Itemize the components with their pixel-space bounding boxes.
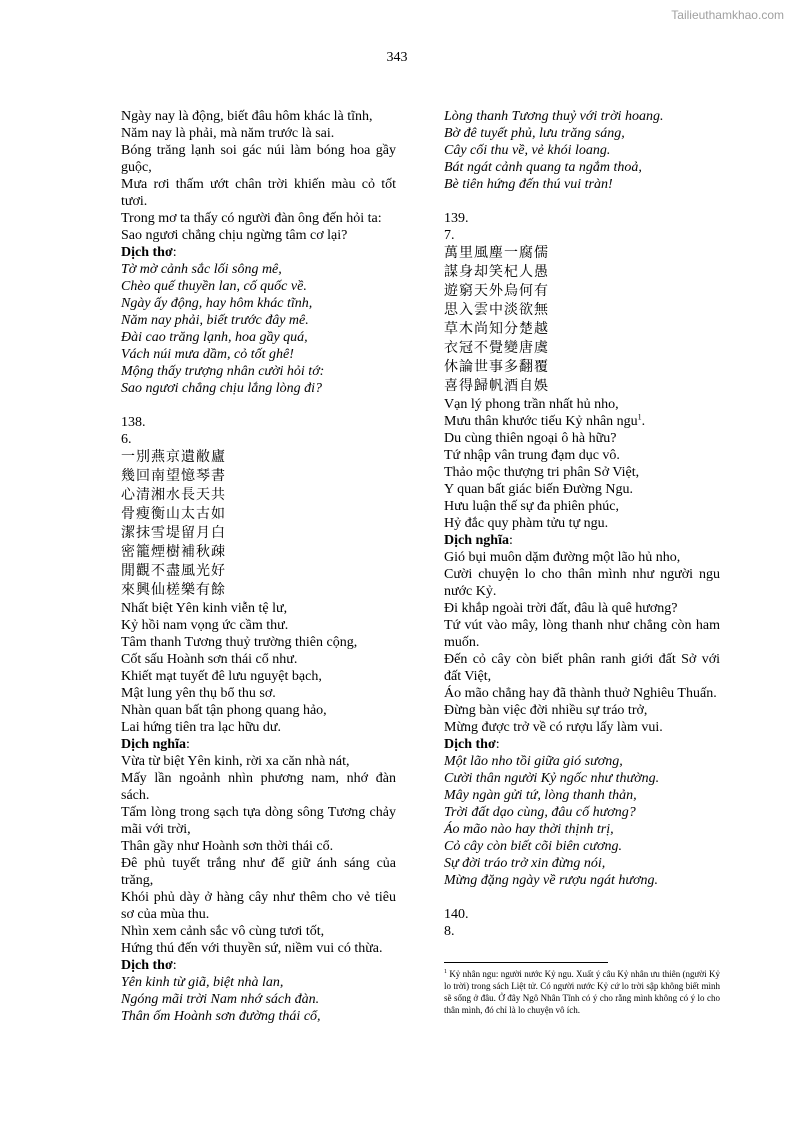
line-text: Đê phủ tuyết trắng như để giữ ánh sáng của trăng, [121, 856, 396, 888]
text-line [121, 855, 396, 889]
verse-line [444, 753, 720, 770]
left-column [121, 108, 396, 1025]
line-text: Tứ nhập vân trung đạm dục vô. [444, 448, 620, 463]
han-character-line [121, 486, 396, 505]
line-text: Bát ngát cảnh quang ta ngắm thoả, [444, 160, 642, 175]
han-character-line [121, 562, 396, 581]
verse-line [444, 855, 720, 872]
paragraph-gap [444, 193, 720, 210]
verse-line [121, 295, 396, 312]
line-text: Tờ mờ cảnh sắc lối sông mê, [121, 262, 282, 277]
verse-line [444, 787, 720, 804]
text-line [121, 770, 396, 804]
line-text: 密籠煙樹補秋疎 [121, 544, 226, 560]
verse-line [121, 312, 396, 329]
line-text: Lai hứng tiên tra lạc hữu dư. [121, 720, 281, 735]
han-character-line [444, 263, 720, 282]
text-line [444, 600, 720, 617]
text-line [444, 227, 720, 244]
line-text: 7. [444, 228, 455, 243]
line-text: Dịch thơ [444, 737, 496, 752]
verse-line [444, 176, 720, 193]
line-text: Lòng thanh Tương thuỷ với trời hoang. [444, 109, 664, 124]
text-line [121, 804, 396, 838]
line-text: Mật lung yên thụ bổ thu sơ. [121, 686, 276, 701]
han-character-line [444, 358, 720, 377]
line-text: Trời đất dạo cùng, đâu cố hương? [444, 805, 636, 820]
line-text: 一別燕京遺敝廬 [121, 449, 226, 465]
line-text: Vách núi mưa dầm, cỏ tốt ghê! [121, 347, 294, 362]
line-text: 幾回南望憶琴書 [121, 468, 226, 484]
line-text: Một lão nho tồi giữa gió sương, [444, 754, 623, 769]
line-text: Bờ đê tuyết phủ, lưu trăng sáng, [444, 126, 625, 141]
verse-line [444, 142, 720, 159]
line-text: Mừng được trở về có rượu lấy làm vui. [444, 720, 663, 735]
line-text: Mưu thân khước tiếu Kỷ nhân ngu [444, 414, 638, 429]
line-text: 休論世事多翻覆 [444, 359, 549, 375]
heading-colon: : [172, 245, 177, 260]
footnote-reference: 1 [637, 412, 642, 422]
text-line [444, 481, 720, 498]
text-line [444, 923, 720, 940]
line-text: Bóng trăng lạnh soi gác núi làm bóng hoa gầy guộc, [121, 143, 396, 175]
line-text: Khói phủ dày ở hàng cây như thêm cho vẻ tiêu sơ của mùa thu. [121, 890, 396, 922]
text-line [121, 108, 396, 125]
han-character-line [121, 467, 396, 486]
verse-line [444, 770, 720, 787]
han-character-line [444, 320, 720, 339]
text-line [444, 566, 720, 600]
text-line [444, 906, 720, 923]
text-line [121, 617, 396, 634]
verse-line [444, 804, 720, 821]
line-text: Cốt sấu Hoành sơn thái cổ như. [121, 652, 298, 667]
line-text: Sao ngươi chẳng chịu ngừng tâm cơ lại? [121, 228, 348, 243]
line-text: 草木尚知分楚越 [444, 321, 549, 337]
watermark: Tailieuthamkhao.com [671, 8, 784, 22]
footnote-marker: 1 [444, 969, 447, 975]
line-text: Yên kinh từ giã, biệt nhà lan, [121, 975, 284, 990]
line-text: Nhàn quan bất tận phong quang hảo, [121, 703, 327, 718]
line-text: Hỷ đắc quy phàm tửu tự ngu. [444, 516, 609, 531]
line-text: Vừa từ biệt Yên kinh, rời xa căn nhà nát, [121, 754, 350, 769]
line-text: 謀身却笑杞人愚 [444, 264, 549, 280]
verse-line [444, 838, 720, 855]
verse-line [444, 125, 720, 142]
line-text: 遊窮天外烏何有 [444, 283, 549, 299]
text-line [121, 634, 396, 651]
han-character-line [444, 282, 720, 301]
han-character-line [121, 524, 396, 543]
section-heading [121, 244, 396, 261]
footnote-text: Kỷ nhân ngu: người nước Kỷ ngu. Xuất ý câu Kỷ nhân ưu thiên (người Kỷ lo trời) trong sách Liệt tử. Có người nước Kỷ cứ lo trời sập không biết mình sẽ sống ở đâu. Ở đây Ngô Nhân Tĩnh có ý cho rằng mình không có ý lo cho thân mình, đó chỉ là lo chuyện vô ích. [444, 969, 720, 1015]
line-text: Đi khắp ngoài trời đất, đâu là quê hương? [444, 601, 678, 616]
text-line [444, 210, 720, 227]
line-text: Chèo quế thuyền lan, cố quốc về. [121, 279, 307, 294]
verse-line [121, 261, 396, 278]
han-character-line [121, 505, 396, 524]
text-line [121, 940, 396, 957]
heading-colon: : [185, 737, 190, 752]
line-text: Áo mão chẳng hay đã thành thuở Nghiêu Thuấn. [444, 686, 717, 701]
heading-colon: : [172, 958, 177, 973]
line-text: Cây cối thu về, vẻ khói loang. [444, 143, 611, 158]
text-line [121, 431, 396, 448]
line-text: Năm nay phải, biết trước đây mê. [121, 313, 309, 328]
line-text: 139. [444, 211, 469, 226]
verse-line [444, 108, 720, 125]
text-line [121, 668, 396, 685]
text-line [444, 702, 720, 719]
verse-line [444, 159, 720, 176]
han-character-line [444, 377, 720, 396]
line-text: 138. [121, 415, 146, 430]
line-text: Trong mơ ta thấy có người đàn ông đến hỏi ta: [121, 211, 382, 226]
line-punctuation: . [641, 414, 646, 429]
text-line [444, 515, 720, 532]
verse-line [444, 872, 720, 889]
line-text: Sự đời tráo trở xin đừng nói, [444, 856, 606, 871]
line-text: Du cùng thiên ngoại ô hà hữu? [444, 431, 617, 446]
line-text: Khiết mạt tuyết đê lưu nguyệt bạch, [121, 669, 322, 684]
han-character-line [444, 301, 720, 320]
text-line [444, 430, 720, 447]
line-text: Mấy lần ngoảnh nhìn phương nam, nhớ đàn sách. [121, 771, 396, 803]
line-text: 8. [444, 924, 455, 939]
footnote [444, 968, 720, 1016]
text-line [121, 142, 396, 176]
line-text: 潔抹雪堤留月白 [121, 525, 226, 541]
heading-colon: : [508, 533, 513, 548]
line-text: 閒觀不盡風光好 [121, 563, 226, 579]
line-text: Tấm lòng trong sạch tựa dòng sông Tương chảy mãi với trời, [121, 805, 396, 837]
paragraph-gap [121, 397, 396, 414]
line-text: Cười thân người Kỷ ngốc như thường. [444, 771, 660, 786]
line-text: 心清湘水長天共 [121, 487, 226, 503]
line-text: Đài cao trăng lạnh, hoa gầy quá, [121, 330, 308, 345]
text-line [121, 685, 396, 702]
line-text: Hứng thú đến với thuyền sứ, niềm vui có thừa. [121, 941, 383, 956]
line-text: Đừng bàn việc đời nhiều sự tráo trở, [444, 703, 648, 718]
line-text: 喜得歸帆酒自娛 [444, 378, 549, 394]
line-text: Tâm thanh Tương thuỷ trường thiên cộng, [121, 635, 358, 650]
line-text: Dịch thơ [121, 958, 173, 973]
text-line [444, 413, 720, 430]
line-text: Dịch nghĩa [444, 533, 509, 548]
line-text: Nhất biệt Yên kinh viễn tệ lư, [121, 601, 288, 616]
text-line [121, 210, 396, 227]
line-text: Bè tiên hứng đến thú vui tràn! [444, 177, 613, 192]
verse-line [121, 991, 396, 1008]
paragraph-gap [444, 889, 720, 906]
text-line [121, 125, 396, 142]
text-line [444, 447, 720, 464]
verse-line [121, 363, 396, 380]
line-text: Mây ngàn gửi tứ, lòng thanh thản, [444, 788, 637, 803]
verse-line [121, 380, 396, 397]
line-text: 來興仙槎樂有餘 [121, 582, 226, 598]
line-text: Cười chuyện lo cho thân mình như người ngu nước Kỷ. [444, 567, 720, 599]
han-character-line [121, 581, 396, 600]
section-heading [121, 957, 396, 974]
verse-line [121, 329, 396, 346]
line-text: 衣冠不覺變唐虞 [444, 340, 549, 356]
text-line [121, 651, 396, 668]
text-line [121, 719, 396, 736]
verse-line [121, 974, 396, 991]
section-heading [121, 736, 396, 753]
verse-line [121, 1008, 396, 1025]
line-text: Dịch thơ [121, 245, 173, 260]
line-text: Tứ vút vào mây, lòng thanh như chẳng còn ham muốn. [444, 618, 720, 650]
text-line [444, 719, 720, 736]
han-character-line [121, 448, 396, 467]
text-line [444, 617, 720, 651]
line-text: 萬里風塵一腐儒 [444, 245, 549, 261]
verse-line [444, 821, 720, 838]
line-text: Mộng thấy trượng nhân cười hỏi tớ: [121, 364, 325, 379]
han-character-line [444, 244, 720, 263]
line-text: Mưa rơi thấm ướt chân trời khiến màu cỏ tốt tươi. [121, 177, 396, 209]
text-line [121, 838, 396, 855]
section-heading [444, 532, 720, 549]
text-line [121, 753, 396, 770]
verse-line [121, 278, 396, 295]
line-text: Thảo mộc thượng tri phân Sở Việt, [444, 465, 640, 480]
page-number: 343 [386, 50, 408, 65]
text-line [444, 651, 720, 685]
line-text: Cỏ cây còn biết cõi biên cương. [444, 839, 623, 854]
text-line [444, 464, 720, 481]
line-text: Vạn lý phong trần nhất hủ nho, [444, 397, 619, 412]
text-line [121, 923, 396, 940]
verse-line [121, 346, 396, 363]
text-line [121, 414, 396, 431]
line-text: Y quan bất giác biến Đường Ngu. [444, 482, 634, 497]
text-line [444, 498, 720, 515]
line-text: Ngày nay là động, biết đâu hôm khác là tĩnh, [121, 109, 373, 124]
han-character-line [444, 339, 720, 358]
line-text: 140. [444, 907, 469, 922]
line-text: Gió bụi muôn dặm đường một lão hủ nho, [444, 550, 681, 565]
text-line [121, 600, 396, 617]
line-text: Hưu luận thế sự đa phiên phúc, [444, 499, 619, 514]
line-text: Thân gầy như Hoành sơn thời thái cổ. [121, 839, 334, 854]
line-text: Ngóng mãi trời Nam nhớ sách đàn. [121, 992, 320, 1007]
text-line [121, 176, 396, 210]
line-text: Năm nay là phải, mà năm trước là sai. [121, 126, 335, 141]
text-line [121, 702, 396, 719]
han-character-line [121, 543, 396, 562]
line-text: Thân ốm Hoành sơn đường thái cổ, [121, 1009, 321, 1024]
text-line [121, 227, 396, 244]
text-line [444, 685, 720, 702]
line-text: 6. [121, 432, 132, 447]
text-line [121, 889, 396, 923]
line-text: 骨瘦衡山太古如 [121, 506, 226, 522]
line-text: Áo mão nào hay thời thịnh trị, [444, 822, 614, 837]
right-column [444, 108, 720, 940]
line-text: Sao ngươi chẳng chịu lắng lòng đi? [121, 381, 322, 396]
line-text: 思入雲中淡欲無 [444, 302, 549, 318]
line-text: Đến cỏ cây còn biết phân ranh giới đất Sở với đất Việt, [444, 652, 720, 684]
line-text: Dịch nghĩa [121, 737, 186, 752]
line-text: Ngày ấy động, hay hôm khác tĩnh, [121, 296, 313, 311]
footnote-divider [444, 962, 608, 963]
heading-colon: : [495, 737, 500, 752]
line-text: Mừng đặng ngày về rượu ngát hương. [444, 873, 658, 888]
line-text: Nhìn xem cảnh sắc vô cùng tươi tốt, [121, 924, 325, 939]
section-heading [444, 736, 720, 753]
text-line [444, 549, 720, 566]
text-line [444, 396, 720, 413]
line-text: Kỷ hồi nam vọng ức cầm thư. [121, 618, 289, 633]
